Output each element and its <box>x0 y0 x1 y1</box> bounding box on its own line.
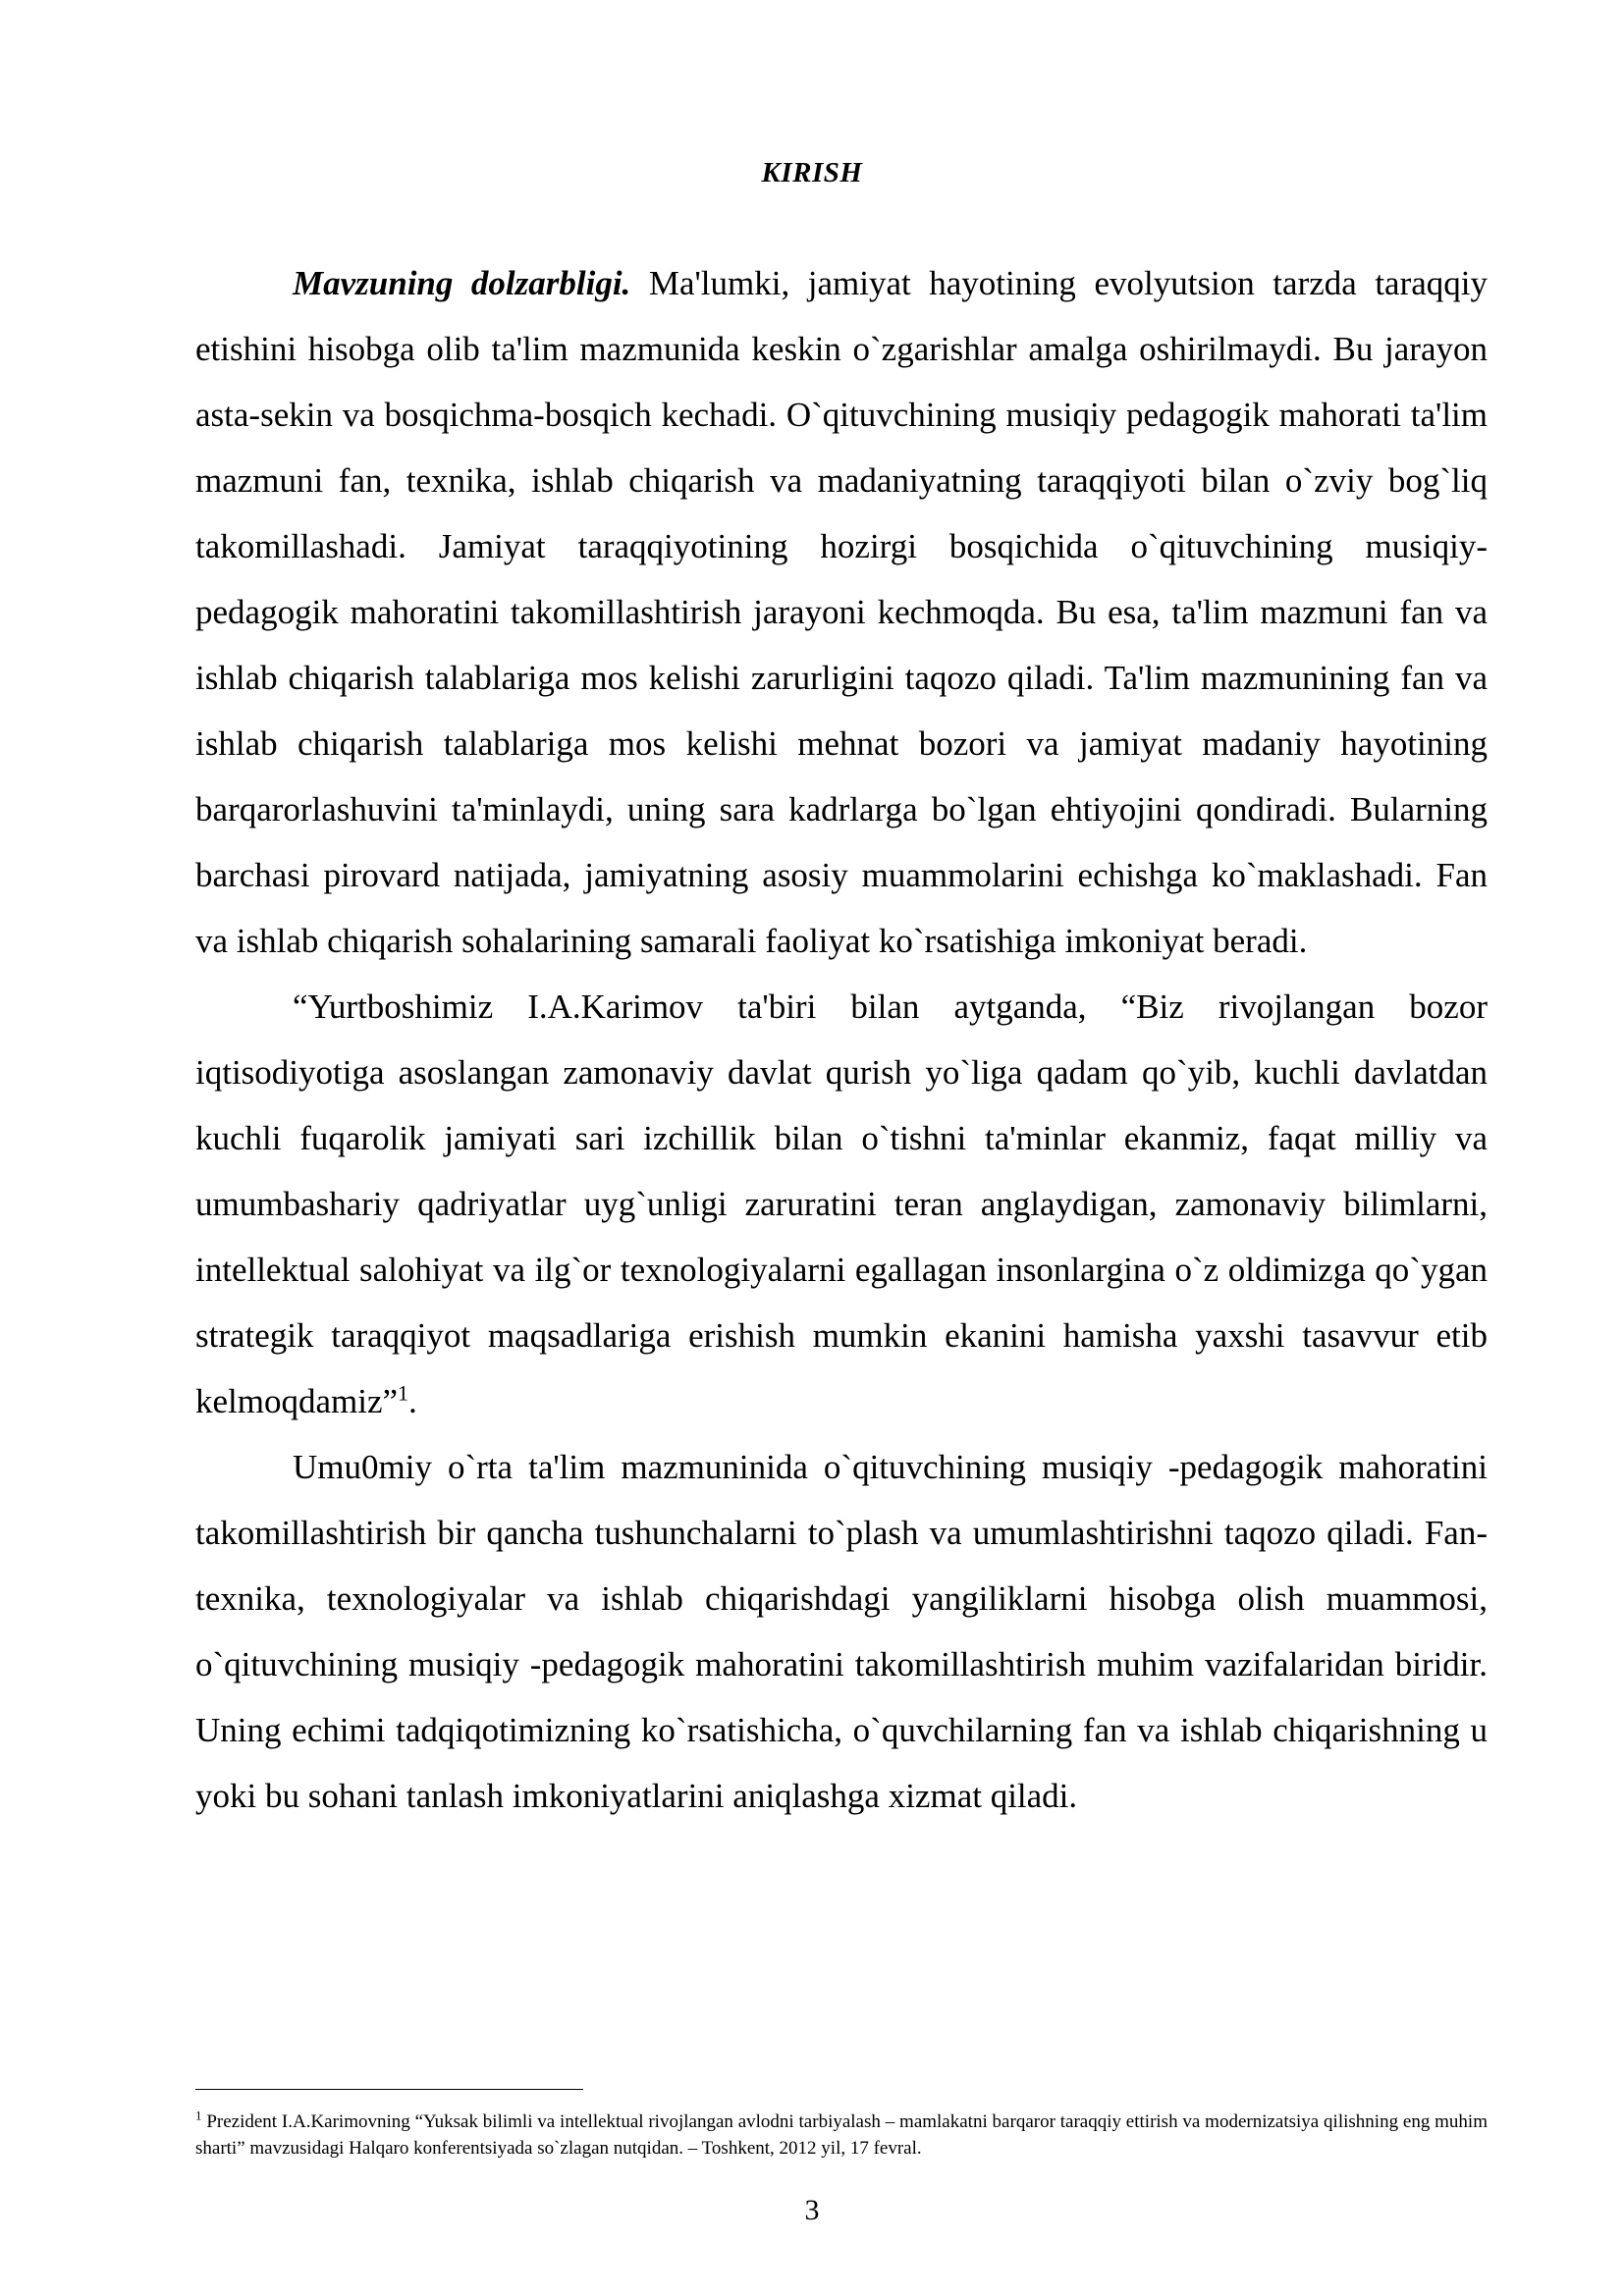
paragraph-quote <box>195 974 1488 1434</box>
footnote <box>195 2109 1488 2162</box>
paragraph-text: Ma'lumki, jamiyat hayotining evolyutsion tarzda taraqqiy etishini hisobga olib ta'lim mazmunida keskin o`zgarishlar amalga oshirilmaydi. Bu jarayon asta-sekin va bosqichma-bosqich kechadi. O`qituvchining musiqiy pedagogik mahorati ta'lim mazmuni fan, texnika, ishlab chiqarish va madaniyatning taraqqiyoti bilan o`zviy bog`liq takomillashadi. Jamiyat taraqqiyotining hozirgi bosqichida o`qituvchining musiqiy-pedagogik mahoratini takomillashtirish jarayoni kechmoqda. Bu esa, ta'lim mazmuni fan va ishlab chiqarish talablariga mos kelishi zarurligini taqozo qiladi. Ta'lim mazmunining fan va ishlab chiqarish talablariga mos kelishi mehnat bozori va jamiyat madaniy hayotining barqarorlashuvini ta'minlaydi, uning sara kadrlarga bo`lgan ehtiyojini qondiradi. Bularning barchasi pirovard natijada, jamiyatning asosiy muammolarini echishga ko`maklashadi. Fan va ishlab chiqarish sohalarining samarali faoliyat ko`rsatishiga imkoniyat beradi. <box>195 264 1488 960</box>
paragraph-relevance <box>195 250 1488 974</box>
page-heading: KIRISH <box>761 157 863 188</box>
main-text <box>195 250 1488 1829</box>
footnote-text: Prezident I.A.Karimovning “Yuksak bilimli va intellektual rivojlangan avlodni tarbiyalash – mamlakatni barqaror taraqqiy ettirish va modernizatsiya qilishning eng muhim sharti” mavzusidagi Halqaro konferentsiyada so`zlagan nutqidan. – Toshkent, 2012 yil, 17 fevral. <box>195 2111 1488 2159</box>
paragraph-text: Umu0miy o`rta ta'lim mazmuninida o`qituvchining musiqiy -pedagogik mahoratini takomillashtirish bir qancha tushunchalarni to`plash va umumlashtirishni taqozo qiladi. Fan-texnika, texnologiyalar va ishlab chiqarishdagi yangiliklarni hisobga olish muammosi, o`qituvchining musiqiy -pedagogik mahoratini takomillashtirish muhim vazifalaridan biridir. Uning echimi tadqiqotimizning ko`rsatishicha, o`quvchilarning fan va ishlab chiqarishning u yoki bu sohani tanlash imkoniyatlarini aniqlashga xizmat qiladi. <box>195 1448 1488 1815</box>
footnote-reference[interactable]: 1 <box>398 1380 409 1406</box>
page-number: 3 <box>804 2194 820 2226</box>
paragraph-general-education <box>195 1434 1488 1829</box>
paragraph-end-punctuation: . <box>408 1382 417 1420</box>
footnote-separator <box>195 2089 583 2090</box>
paragraph-lead: Mavzuning dolzarbligi. <box>293 264 631 302</box>
paragraph-text: “Yurtboshimiz I.A.Karimov ta'biri bilan aytganda, “Biz rivojlangan bozor iqtisodiyotiga asoslangan zamonaviy davlat qurish yo`liga qadam qo`yib, kuchli davlatdan kuchli fuqarolik jamiyati sari izchillik bilan o`tishni ta'minlar ekanmiz, faqat milliy va umumbashariy qadriyatlar uyg`unligi zaruratini teran anglaydigan, zamonaviy bilimlarni, intellektual salohiyat va ilg`or texnologiyalarni egallagan insonlargina o`z oldimizga qo`ygan strategik taraqqiyot maqsadlariga erishish mumkin ekanini hamisha yaxshi tasavvur etib kelmoqdamiz” <box>195 988 1488 1420</box>
footnote-marker: 1 <box>195 2108 202 2123</box>
